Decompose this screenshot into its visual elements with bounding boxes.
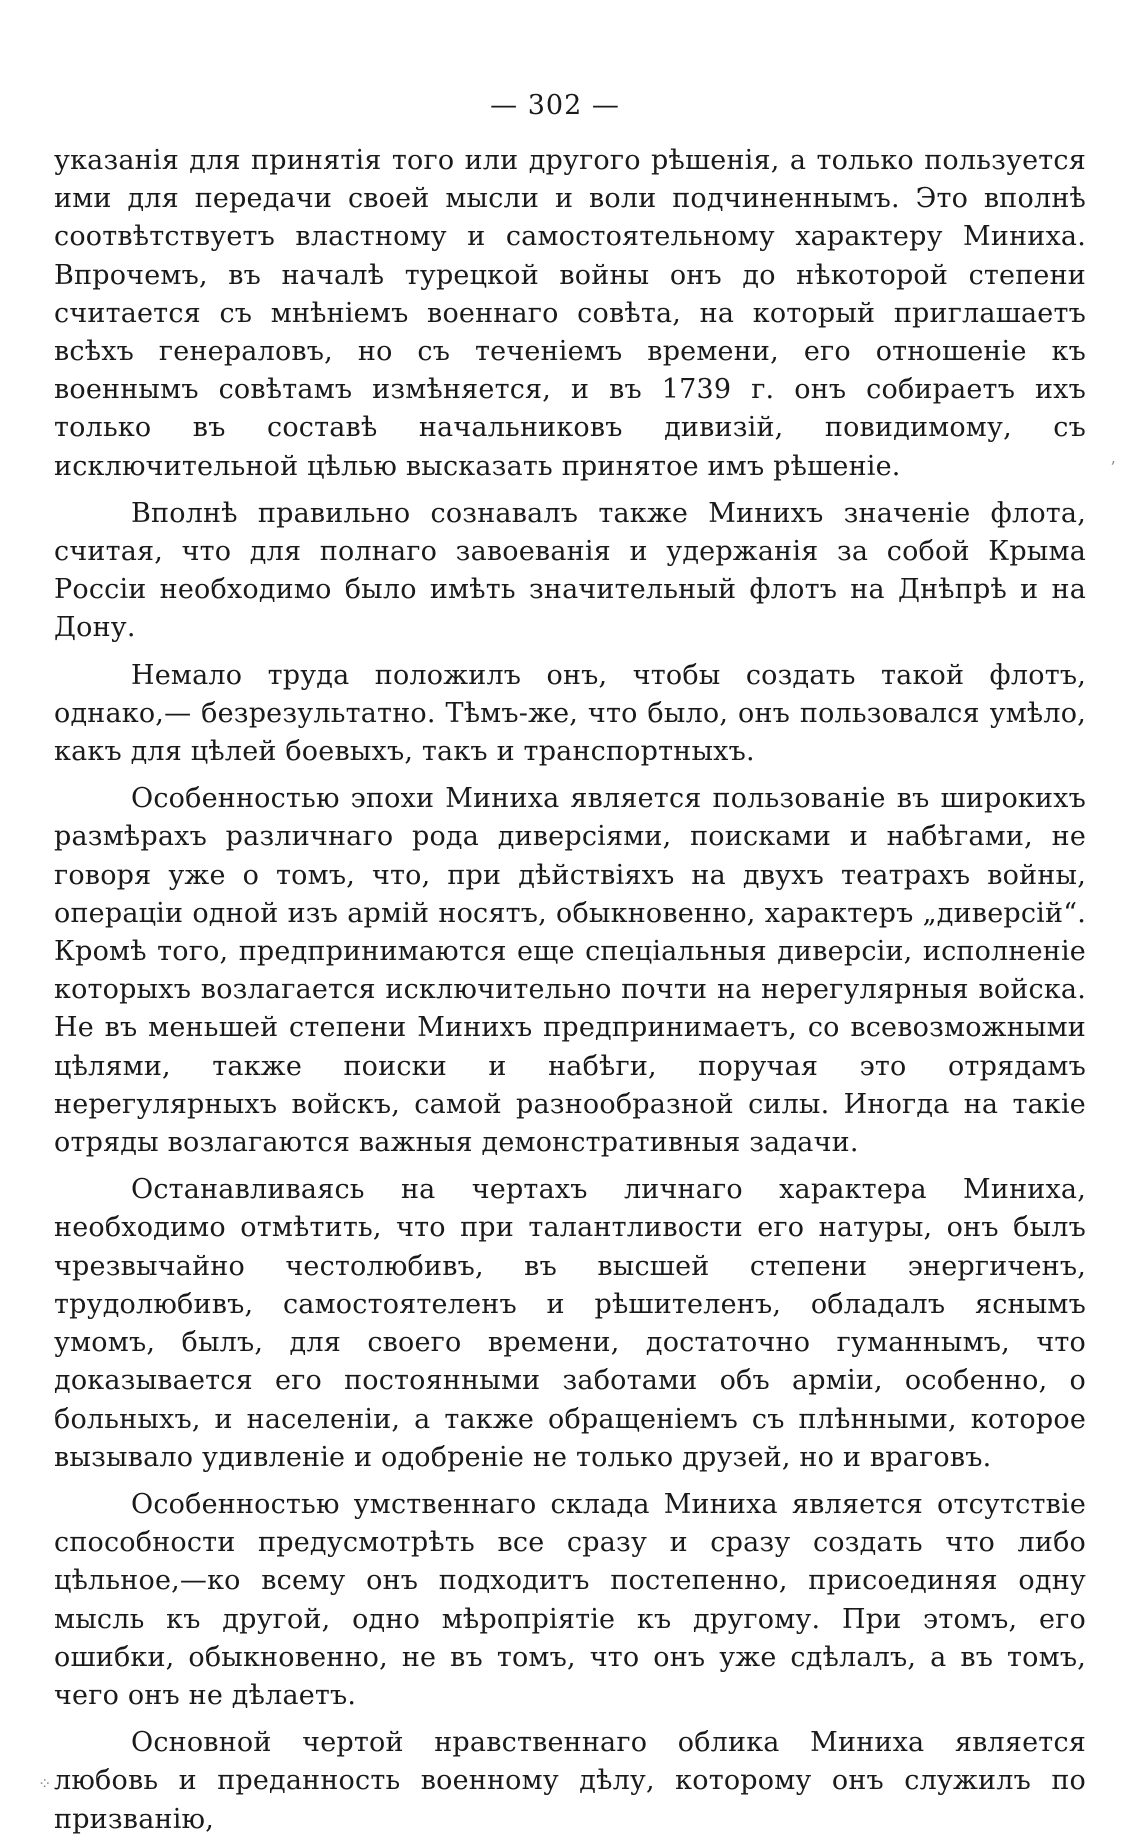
scan-speck: ⁘	[38, 1774, 52, 1793]
scan-speck: ʼ	[1110, 458, 1116, 477]
body-text	[54, 142, 1086, 1839]
paragraph-5: Останавливаясь на чертахъ личнаго характера Миниха, необходимо отмѣтить, что при талантливости его натуры, онъ былъ чрезвычайно честолюбивъ, въ высшей степени энергиченъ, трудолюбивъ, самостоятеленъ и рѣшителенъ, обладалъ яснымъ умомъ, былъ, для своего времени, достаточно гуманнымъ, что доказывается его постоянными заботами объ арміи, особенно, о больныхъ, и населеніи, а также обращеніемъ съ плѣнными, которое вызывало удивленіе и одобреніе не только друзей, но и враговъ.	[54, 1174, 1086, 1473]
paragraph-6: Особенностью умственнаго склада Миниха является отсутствіе способности предусмотрѣть все сразу и сразу создать что либо цѣльное,—ко всему онъ подходитъ постепенно, присоединяя одну мысль къ другой, одно мѣропріятіе къ другому. При этомъ, его ошибки, обыкновенно, не въ томъ, что онъ уже сдѣлалъ, а въ томъ, чего онъ не дѣлаетъ.	[54, 1488, 1086, 1711]
paragraph-7: Основной чертой нравственнаго облика Миниха является любовь и преданность военному дѣлу, которому онъ служилъ по призванію,	[54, 1727, 1086, 1835]
page-number: — 302 —	[490, 90, 620, 121]
paragraph-2: Вполнѣ правильно сознавалъ также Минихъ значеніе флота, считая, что для полнаго завоеванія и удержанія за собой Крыма Россіи необходимо было имѣть значительный флотъ на Днѣпрѣ и на Дону.	[54, 497, 1086, 644]
paragraph-3: Немало труда положилъ онъ, чтобы создать такой флотъ, однако,— безрезультатно. Тѣмъ-же, что было, онъ пользовался умѣло, какъ для цѣлей боевыхъ, такъ и транспортныхъ.	[54, 659, 1086, 768]
paragraph-1: указанія для принятія того или другого рѣшенія, а только пользуется ими для передачи своей мысли и воли подчиненнымъ. Это вполнѣ соотвѣтствуетъ властному и самостоятельному характеру Миниха. Впрочемъ, въ началѣ турецкой войны онъ до нѣкоторой степени считается съ мнѣніемъ военнаго совѣта, на который приглашаетъ всѣхъ генераловъ, но съ теченіемъ времени, его отношеніе къ военнымъ совѣтамъ измѣняется, и въ 1739 г. онъ собираетъ ихъ только въ составѣ начальниковъ дивизій, повидимому, съ исключительной цѣлью высказать принятое имъ рѣшеніе.	[54, 145, 1086, 482]
document-page	[54, 84, 1086, 1848]
paragraph-4: Особенностью эпохи Миниха является пользованіе въ широкихъ размѣрахъ различнаго рода диверсіями, поисками и набѣгами, не говоря уже о томъ, что, при дѣйствіяхъ на двухъ театрахъ войны, операціи одной изъ армій носятъ, обыкновенно, характеръ „диверсій“. Кромѣ того, предпринимаются еще спеціальныя диверсіи, исполненіе которыхъ возлагается исключительно почти на нерегулярныя войска. Не въ меньшей степени Минихъ предпринимаетъ, со всевозможными цѣлями, также поиски и набѣги, поручая это отрядамъ нерегулярныхъ войскъ, самой разнообразной силы. Иногда на такіе отряды возлагаются важныя демонстративныя задачи.	[54, 783, 1086, 1159]
